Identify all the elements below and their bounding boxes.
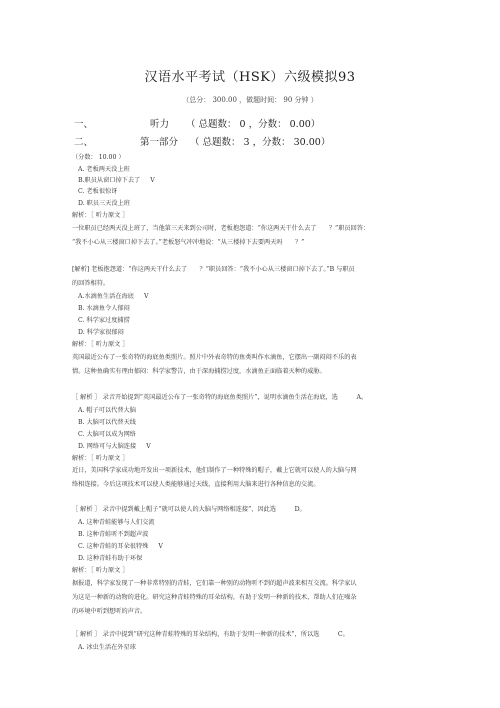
section-1-name: 听力 (150, 119, 170, 130)
q2-transcript-line-2: 情。这种鱼确实有理由郁闷：科学家警告，由于深海捕捞过度，水滴鱼正面临着灭种的威胁。 (72, 368, 326, 375)
answer-mark: V (150, 177, 155, 184)
section-2-number: 二、 (74, 137, 94, 148)
q1-explanation-label: 解析：［ 听力原文 ］ (72, 212, 129, 219)
q4-explanation-label: 解析：［ 听力原文 ］ (72, 567, 129, 574)
q3-explanation-label: 解析：［ 听力原文 ］ (72, 455, 129, 462)
q5-option-a: A. 冰虫生活在外星球 (78, 644, 136, 651)
q2-transcript-line-1: 英国最近公布了一张奇特的海底鱼类照片。照片中外表奇特的鱼类叫作水滴鱼，它摆出一副闷闷不乐的表 (72, 354, 357, 361)
section-1-stat: （ 总题数： 0 ，分数： 0.00） (186, 119, 321, 130)
q4-option-d: D. 这种青蛙有助于环保 (78, 555, 143, 562)
q1-analysis-line-2: 的回答相符。 (72, 280, 110, 287)
q1-transcript-line-2: “我不小心从三楼窗口掉下去了。”老板怒气冲冲地说：“从三楼掉下去要两天吗 ？” (72, 239, 305, 246)
q2-option-c: C. 科学家过度捕捞 (78, 317, 130, 324)
answer-mark: V (158, 543, 163, 550)
q1-option-d: D. 职员三天没上班 (78, 200, 130, 207)
q1-transcript-line-1: 一位职员已经两天没上班了，当他第三天来到公司时，老板抱怨道：“你这两天干什么去了 ？”职员回答： (72, 225, 370, 232)
q3-transcript-line-1: 近日，美国科学家成功地开发出一项新技术，他们制作了一种特殊的帽子，戴上它就可以使人的大脑与网 (72, 467, 357, 474)
q4-option-b: B. 这种青蛙听不到超声波 (78, 531, 149, 538)
q4-analysis-line: ［ 解析 ］ 录音中提到“研究这种青蛙特殊的耳朵结构，有助于发明一种新的技术”，所以选 C。 (72, 631, 349, 638)
page-title: 汉语水平考试（HSK）六级模拟93 (144, 70, 356, 85)
exam-info: （总分： 300.00 ，做题时间： 90 分钟 ） (182, 96, 318, 104)
section-2-name: 第一部分 (140, 137, 179, 148)
q1-analysis-line-1: [解析] 老板抱怨道：“你这两天干什么去了 ？”职员回答：“我不小心从三楼窗口掉下去了。”B 与职员 (72, 266, 355, 273)
q3-option-d: D. 网络可与大脑连接 V (78, 443, 151, 450)
q3-analysis-line: ［ 解析 ］ 录音中提到戴上帽子“就可以使人的大脑与网络相连接”，因此选 D。 (72, 506, 306, 513)
answer-mark: V (146, 443, 151, 450)
q4-transcript-line-3: 的环境中听到想听的声音。 (72, 608, 147, 615)
answer-mark: V (143, 293, 149, 300)
q3-option-a: A. 帽子可以代替大脑 (78, 407, 136, 414)
section-2-stat: （ 总题数： 3 ，分数： 30.00） (190, 137, 331, 148)
q2-option-d: D. 科学家很郁闷 (78, 329, 124, 336)
q4-option-a: A. 这种青蛙能够与人们交流 (78, 519, 155, 526)
section-1-number: 一、 (74, 119, 94, 130)
q3-transcript-line-2: 络相连接。今后这项技术可以使人类能够通过天线，直接利用大脑来进行各种信息的交流。 (72, 481, 320, 488)
q4-transcript-line-2: 为这是一种新的动物的进化。研究这种青蛙特殊的耳朵结构，有助于发明一种新的技术，帮助人们在噪杂 (72, 594, 357, 601)
q2-explanation-label: 解析：［ 听力原文 ］ (72, 341, 129, 348)
q4-transcript-line-1: 据报道，科学家发现了一种非常特别的青蛙，它们靠一种别的动物听不到的超声波来相互交流。科学家认 (72, 580, 357, 587)
q2-option-a: A.水滴鱼生活在海底 V (78, 293, 149, 300)
q2-option-b: B. 水滴鱼令人郁闷 (78, 305, 130, 312)
q1-option-b: B.职员从窗口掉下去了 V (78, 177, 155, 184)
q3-option-b: B. 大脑可以代替天线 (78, 419, 136, 426)
q4-option-c: C. 这种青蛙的耳朵很特殊 V (78, 543, 163, 550)
q2-analysis-line: ［ 解析 ］ 录音开始提到“英国最近公布了一张奇特的海底鱼类照片”，说明水滴鱼生活在海底，选 A。 (72, 394, 368, 401)
q3-option-c: C. 大脑可以成为网络 (78, 431, 136, 438)
q1-option-a: A. 老板两天没上班 (78, 166, 130, 173)
score-line: （分数： 10.00 ） (72, 154, 125, 161)
q1-option-c: C. 老板很惊讶 (78, 188, 118, 195)
